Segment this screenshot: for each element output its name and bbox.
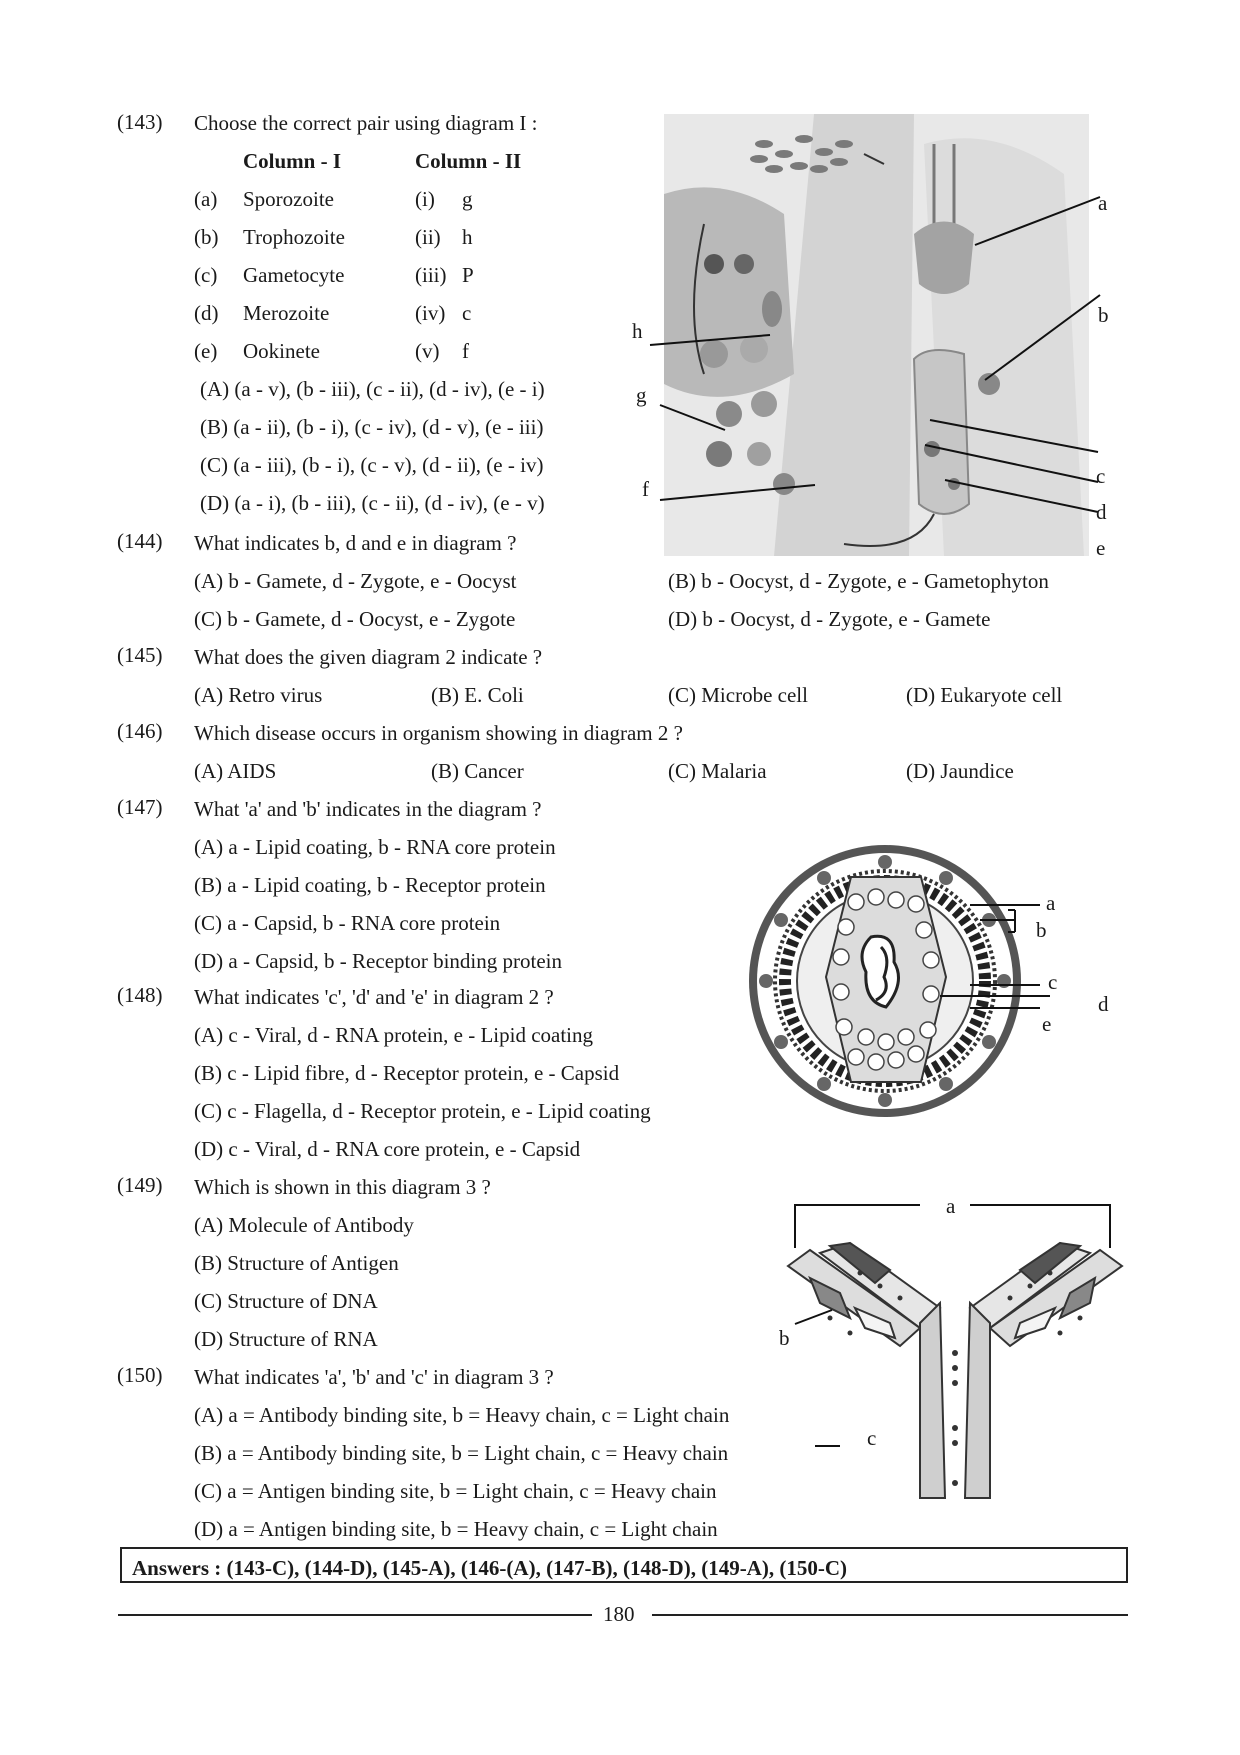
match-roman: (v) <box>415 339 440 363</box>
q150-option-b: (B) a = Antibody binding site, b = Light chain, c = Heavy chain <box>194 1441 729 1465</box>
diagram2-label-e: e <box>1042 1012 1052 1036</box>
q143-question: Choose the correct pair using diagram I : <box>194 111 538 135</box>
q148-option-c: (C) c - Flagella, d - Receptor protein, e - Lipid coating <box>194 1099 651 1123</box>
diagram1-label-c: c <box>1096 464 1106 488</box>
antibody-diagram <box>770 1194 1140 1538</box>
q145-number: (145) <box>117 643 163 667</box>
footer-rule-left <box>118 1614 592 1616</box>
match-item: Gametocyte <box>243 263 345 287</box>
page-number: 180 <box>603 1602 635 1626</box>
q144-option-c: (C) b - Gamete, d - Oocyst, e - Zygote <box>194 607 516 631</box>
diagram3-label-a: a <box>946 1194 956 1218</box>
diagram1-label-e: e <box>1096 536 1106 560</box>
q145-option-c: (C) Microbe cell <box>668 683 808 707</box>
match-roman: (i) <box>415 187 435 211</box>
diagram3-label-c: c <box>867 1426 877 1450</box>
q146-option-a: (A) AIDS <box>194 759 277 783</box>
match-key: (e) <box>194 339 218 363</box>
q147-option-b: (B) a - Lipid coating, b - Receptor protein <box>194 873 546 897</box>
match-item: Merozoite <box>243 301 330 325</box>
q148-option-a: (A) c - Viral, d - RNA protein, e - Lipid coating <box>194 1023 593 1047</box>
answers-text: Answers : (143-C), (144-D), (145-A), (146-(A), (147-B), (148-D), (149-A), (150-C) <box>132 1556 847 1580</box>
q148-option-b: (B) c - Lipid fibre, d - Receptor protein, e - Capsid <box>194 1061 620 1085</box>
q147-option-c: (C) a - Capsid, b - RNA core protein <box>194 911 501 935</box>
answers-box <box>120 1547 1128 1583</box>
diagram2-label-c: c <box>1048 970 1058 994</box>
q144-option-a: (A) b - Gamete, d - Zygote, e - Oocyst <box>194 569 517 593</box>
q145-question: What does the given diagram 2 indicate ? <box>194 645 543 669</box>
match-item: Sporozoite <box>243 187 334 211</box>
q145-option-a: (A) Retro virus <box>194 683 323 707</box>
q144-option-b: (B) b - Oocyst, d - Zygote, e - Gametophyton <box>668 569 1049 593</box>
diagram1-label-f: f <box>642 477 649 501</box>
q148-option-d: (D) c - Viral, d - RNA core protein, e - Capsid <box>194 1137 581 1161</box>
q147-option-a: (A) a - Lipid coating, b - RNA core protein <box>194 835 556 859</box>
match-value: h <box>462 225 473 249</box>
q147-question: What 'a' and 'b' indicates in the diagram ? <box>194 797 542 821</box>
q150-option-a: (A) a = Antibody binding site, b = Heavy chain, c = Light chain <box>194 1403 730 1427</box>
match-key: (a) <box>194 187 218 211</box>
match-roman: (ii) <box>415 225 441 249</box>
q146-question: Which disease occurs in organism showing in diagram 2 ? <box>194 721 683 745</box>
q146-option-c: (C) Malaria <box>668 759 767 783</box>
diagram1-label-d: d <box>1096 500 1107 524</box>
q143-option-c: (C) (a - iii), (b - i), (c - v), (d - ii), (e - iv) <box>200 453 544 477</box>
footer-rule-right <box>652 1614 1128 1616</box>
match-value: g <box>462 187 473 211</box>
q149-option-a: (A) Molecule of Antibody <box>194 1213 414 1237</box>
q150-question: What indicates 'a', 'b' and 'c' in diagram 3 ? <box>194 1365 554 1389</box>
q143-option-d: (D) (a - i), (b - iii), (c - ii), (d - iv), (e - v) <box>200 491 545 515</box>
q149-option-d: (D) Structure of RNA <box>194 1327 378 1351</box>
match-key: (c) <box>194 263 218 287</box>
q143-option-a: (A) (a - v), (b - iii), (c - ii), (d - iv), (e - i) <box>200 377 545 401</box>
q143-option-b: (B) (a - ii), (b - i), (c - iv), (d - v), (e - iii) <box>200 415 544 439</box>
q150-number: (150) <box>117 1363 163 1387</box>
q149-question: Which is shown in this diagram 3 ? <box>194 1175 491 1199</box>
q146-option-b: (B) Cancer <box>431 759 524 783</box>
q145-option-b: (B) E. Coli <box>431 683 524 707</box>
column-1-header: Column - I <box>243 149 342 173</box>
match-roman: (iii) <box>415 263 447 287</box>
diagram2-label-b: b <box>1036 918 1047 942</box>
match-item: Ookinete <box>243 339 320 363</box>
diagram1-label-b: b <box>1098 303 1109 327</box>
match-roman: (iv) <box>415 301 446 325</box>
diagram1-label-h: h <box>632 319 643 343</box>
diagram2-label-d: d <box>1098 992 1109 1016</box>
diagram1-leader-lines <box>640 180 1120 560</box>
match-value: P <box>462 263 474 287</box>
q148-number: (148) <box>117 983 163 1007</box>
q149-option-c: (C) Structure of DNA <box>194 1289 378 1313</box>
q145-option-d: (D) Eukaryote cell <box>906 683 1063 707</box>
q149-option-b: (B) Structure of Antigen <box>194 1251 399 1275</box>
diagram2-leader-lines <box>940 880 1060 1030</box>
match-key: (b) <box>194 225 219 249</box>
q146-number: (146) <box>117 719 163 743</box>
diagram1-label-a: a <box>1098 191 1108 215</box>
q144-option-d: (D) b - Oocyst, d - Zygote, e - Gamete <box>668 607 991 631</box>
diagram2-label-a: a <box>1046 891 1056 915</box>
q147-number: (147) <box>117 795 163 819</box>
q143-number: (143) <box>117 110 163 134</box>
match-value: c <box>462 301 472 325</box>
q148-question: What indicates 'c', 'd' and 'e' in diagram 2 ? <box>194 985 554 1009</box>
column-2-header: Column - II <box>415 149 522 173</box>
q150-option-c: (C) a = Antigen binding site, b = Light chain, c = Heavy chain <box>194 1479 717 1503</box>
match-value: f <box>462 339 469 363</box>
q144-number: (144) <box>117 529 163 553</box>
q150-option-d: (D) a = Antigen binding site, b = Heavy chain, c = Light chain <box>194 1517 718 1541</box>
match-item: Trophozoite <box>243 225 345 249</box>
diagram3-label-b: b <box>779 1326 790 1350</box>
match-key: (d) <box>194 301 219 325</box>
diagram1-label-g: g <box>636 383 647 407</box>
q144-question: What indicates b, d and e in diagram ? <box>194 531 517 555</box>
q147-option-d: (D) a - Capsid, b - Receptor binding protein <box>194 949 562 973</box>
q146-option-d: (D) Jaundice <box>906 759 1014 783</box>
q149-number: (149) <box>117 1173 163 1197</box>
